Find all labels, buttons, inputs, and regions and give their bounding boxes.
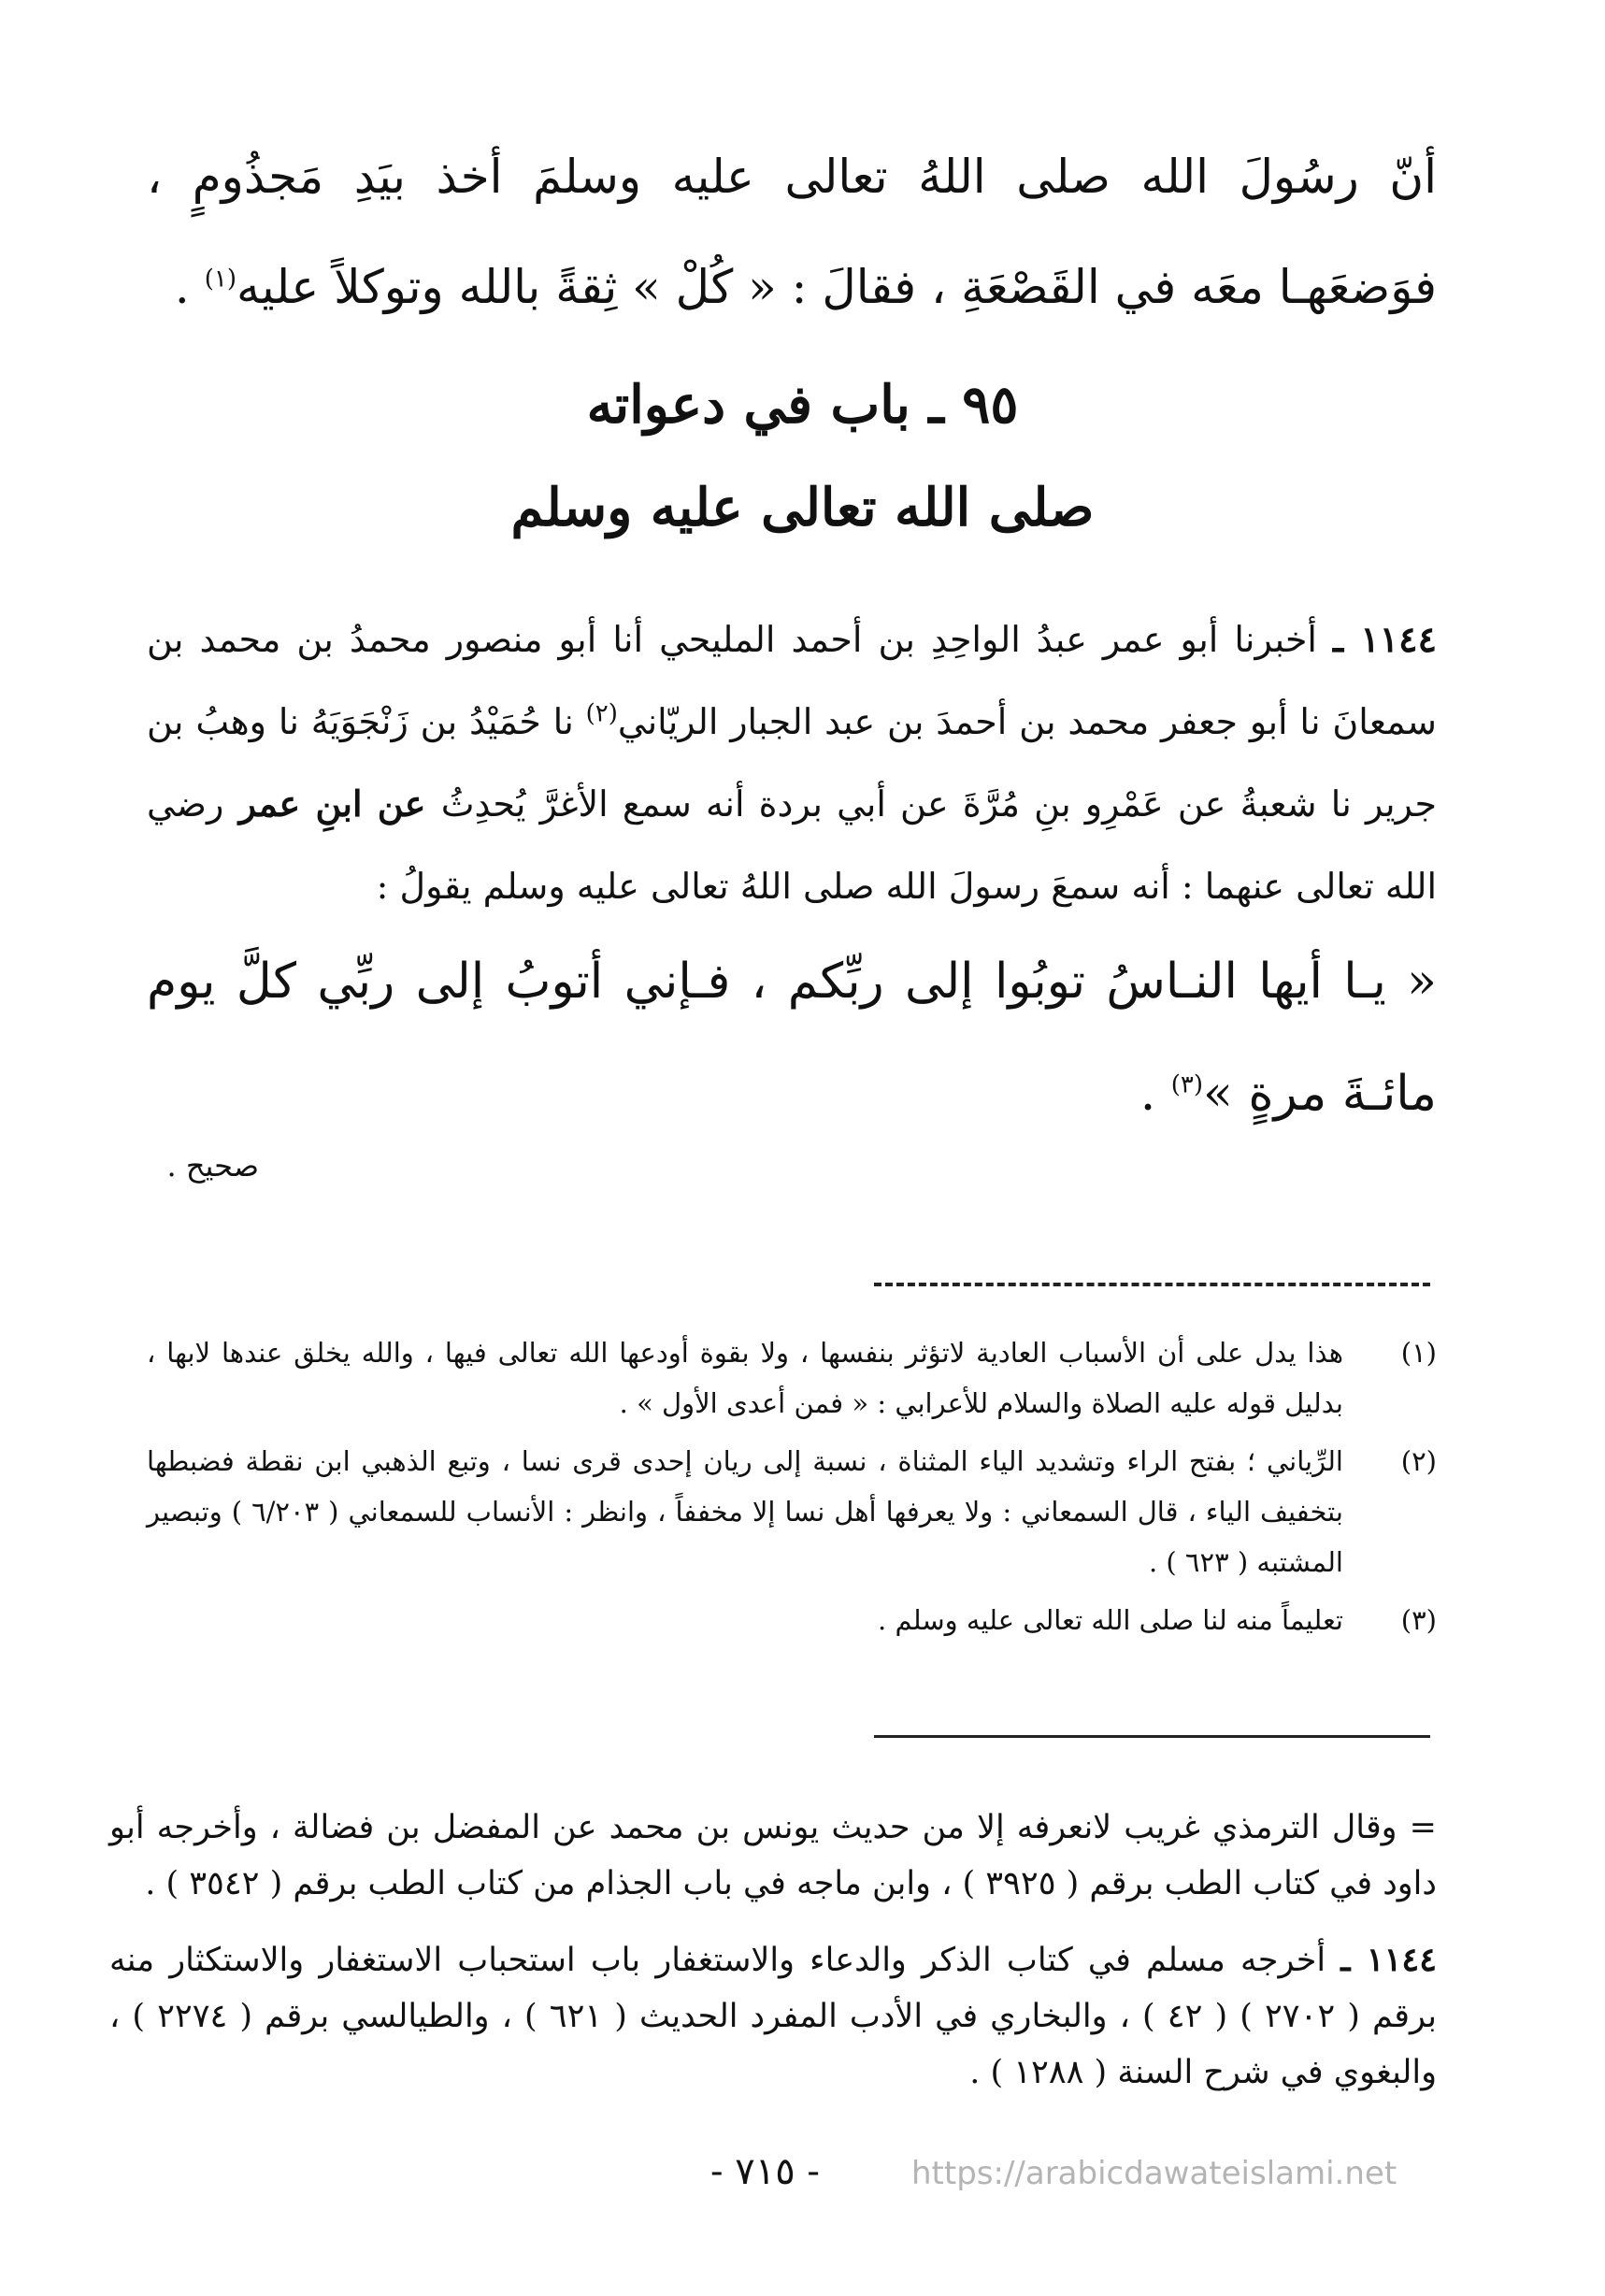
footnote-item xyxy=(147,1436,1437,1587)
isnad-part-3: رضي الله تعالى عنهما : أنه سمعَ رسولَ الله صلى اللهُ تعالى عليه وسلم يقولُ : xyxy=(147,783,1437,907)
footnote-number: (١) xyxy=(1400,1337,1437,1369)
solid-takhrij-divider xyxy=(874,1735,1430,1738)
previous-hadith-end: . xyxy=(174,260,205,314)
watermark-url: https://arabicdawateislami.net xyxy=(911,2155,1397,2192)
takhrij-section xyxy=(109,1800,1437,2121)
footnote-item xyxy=(147,1595,1437,1645)
isnad-part-2: نا حُمَيْدُ بن زَنْجَوَيَهُ نا وهبُ بن جرير نا شعبةُ عن عَمْرِو بنِ مُرَّةَ عن أبي بردة أنه سمع الأغرَّ يُحدِثُ xyxy=(147,701,1437,825)
takhrij-paragraph xyxy=(109,1800,1437,1912)
dashed-footnote-divider xyxy=(874,1283,1430,1286)
sahabi-name: عن ابنِ عمر xyxy=(223,782,441,825)
takhrij-paragraph xyxy=(109,1932,1437,2101)
footnotes-section xyxy=(147,1327,1437,1653)
footnote-number: (٣) xyxy=(1400,1604,1437,1636)
footnote-text: الرِّياني ؛ بفتح الراء وتشديد الياء المثناة ، نسبة إلى ريان إحدى قرى نسا ، وتبع الذهبي ابن نقطة فضبطها بتخفيف الياء ، قال السمعاني : ولا يعرفها أهل نسا إلا مخففاً ، وانظر : الأنساب للسمعاني ( ٦/٢٠٣ ) وتبصير المشتبه ( ٦٢٣ ) . xyxy=(147,1445,1343,1578)
footnote-item xyxy=(147,1327,1437,1428)
isnad-part-1: أخبرنا أبو عمر عبدُ الواحِدِ بن أحمد المليحي أنا أبو منصور محمدُ بن محمد بن سمعانَ نا أبو جعفر محمد بن أحمدَ بن عبد الجبار الريّاني xyxy=(147,619,1437,742)
takhrij-text: أخرجه مسلم في كتاب الذكر والدعاء والاستغفار باب استحباب الاستغفار والاستكثار منه برقم ( ٢٧٠٢ ) ( ٤٢ ) ، والبخاري في الأدب المفرد الحديث ( ٦٢١ ) ، والطيالسي برقم ( ٢٢٧٤ ) ، والبغوي في شرح السنة ( ١٢٨٨ ) . xyxy=(109,1942,1438,2091)
hadith-1144-isnad xyxy=(147,598,1437,927)
matn-text: « يـا أيها النـاسُ توبُوا إلى ربِّكم ، فـإني أتوبُ إلى ربِّي كلَّ يوم مائـةَ مرةٍ » xyxy=(147,954,1437,1122)
hadith-1144-matn xyxy=(147,926,1437,1150)
chapter-title-line-1: ٩٥ ـ باب في دعواته xyxy=(586,374,1019,436)
footnote-text: هذا يدل على أن الأسباب العادية لاتؤثر بنفسها ، ولا بقوة أودعها الله تعالى فيها ، والله يخلق عندها لابها ، بدليل قوله عليه الصلاة والسلام للأعرابي : « فمن أعدى الأول » . xyxy=(147,1337,1343,1419)
takhrij-text: وقال الترمذي غريب لانعرفه إلا من حديث يونس بن محمد عن المفضل بن فضالة ، وأخرجه أبو داود في كتاب الطب برقم ( ٣٩٢٥ ) ، وابن ماجه في باب الجذام من كتاب الطب برقم ( ٣٥٤٢ ) . xyxy=(109,1809,1437,1902)
takhrij-prefix: = xyxy=(1397,1809,1437,1846)
takhrij-prefix: ١١٤٤ ـ xyxy=(1340,1941,1437,1979)
footnote-ref-2[interactable]: (٢) xyxy=(585,699,618,728)
chapter-title-line-2: صلى الله تعالى عليه وسلم xyxy=(510,477,1095,538)
hadith-number: ١١٤٤ ـ xyxy=(1333,618,1437,660)
previous-hadith-body: أنّ رسُولَ الله صلى اللهُ تعالى عليه وسلمَ أخذ بيَدِ مَجذُومٍ ، فوَضعَهـا معَه في القَصْعَةِ ، فقالَ : « كُلْ » ثِقةً بالله وتوكلاً عليه xyxy=(147,150,1437,314)
page-number: - ٧١٥ - xyxy=(710,2150,820,2193)
previous-hadith-text xyxy=(147,122,1437,342)
matn-end: . xyxy=(1139,1066,1171,1122)
footnote-number: (٢) xyxy=(1400,1445,1437,1477)
footnote-ref-3[interactable]: (٣) xyxy=(1170,1070,1204,1099)
footnote-ref-1[interactable]: (١) xyxy=(204,265,236,294)
footnote-text: تعليماً منه لنا صلى الله تعالى عليه وسلم . xyxy=(878,1604,1343,1636)
hadith-grade: صحيح . xyxy=(166,1148,259,1184)
